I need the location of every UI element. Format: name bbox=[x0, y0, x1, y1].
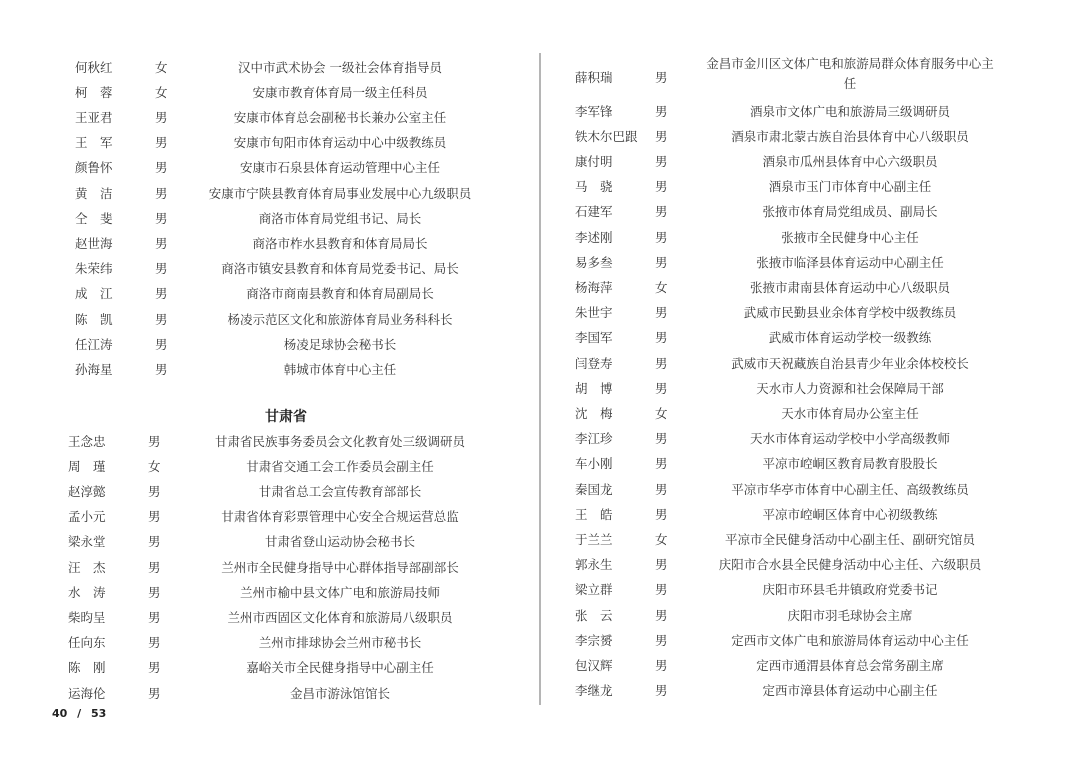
person-name: 王 军 bbox=[75, 135, 113, 151]
person-gender: 男 bbox=[148, 534, 161, 550]
person-name: 秦国龙 bbox=[575, 481, 613, 497]
person-name: 成 江 bbox=[75, 286, 113, 302]
person-gender: 男 bbox=[148, 433, 161, 449]
person-name: 石建军 bbox=[575, 204, 613, 220]
person-gender: 男 bbox=[655, 103, 668, 119]
person-title: 杨凌足球协会秘书长 bbox=[283, 336, 397, 352]
person-gender: 男 bbox=[655, 481, 668, 497]
person-name: 易多叁 bbox=[575, 254, 613, 270]
section-heading-gansu: 甘肃省 bbox=[265, 409, 307, 425]
person-gender: 男 bbox=[655, 557, 668, 573]
person-name: 孟小元 bbox=[68, 509, 106, 525]
person-gender: 男 bbox=[655, 456, 668, 472]
person-name: 李宗赟 bbox=[575, 632, 613, 648]
list-item bbox=[540, 224, 1080, 249]
person-gender: 男 bbox=[655, 607, 668, 623]
page-separator: / bbox=[77, 707, 82, 720]
person-name: 梁立群 bbox=[575, 582, 613, 598]
person-title: 甘肃省交通工会工作委员会副主任 bbox=[246, 458, 434, 474]
person-name: 柴昀呈 bbox=[68, 609, 106, 625]
person-title: 庆阳市合水县全民健身活动中心主任、六级职员 bbox=[718, 557, 982, 573]
list-item bbox=[0, 256, 539, 281]
person-name: 康付明 bbox=[575, 153, 613, 169]
person-gender: 男 bbox=[155, 109, 168, 125]
person-gender: 男 bbox=[148, 509, 161, 525]
person-title: 平凉市华亭市体育中心副主任、高级教练员 bbox=[731, 481, 969, 497]
list-item bbox=[0, 79, 539, 104]
list-item bbox=[0, 680, 539, 705]
person-name: 车小刚 bbox=[575, 456, 613, 472]
person-gender: 女 bbox=[655, 279, 668, 295]
page-current: 40 bbox=[52, 707, 68, 720]
person-name: 于兰兰 bbox=[575, 531, 613, 547]
person-name: 黄 洁 bbox=[75, 185, 113, 201]
list-item bbox=[0, 281, 539, 306]
person-gender: 男 bbox=[655, 330, 668, 346]
person-gender: 男 bbox=[148, 660, 161, 676]
person-name: 包汉辉 bbox=[575, 657, 613, 673]
person-gender: 男 bbox=[148, 685, 161, 701]
person-gender: 男 bbox=[148, 584, 161, 600]
person-title: 张掖市临泽县体育运动中心副主任 bbox=[756, 254, 944, 270]
person-name: 胡 博 bbox=[575, 380, 613, 396]
person-title: 庆阳市羽毛球协会主席 bbox=[787, 607, 913, 623]
list-item bbox=[540, 451, 1080, 476]
person-title: 武威市天祝藏族自治县青少年业余体校校长 bbox=[731, 355, 969, 371]
list-item bbox=[0, 331, 539, 356]
person-title: 平凉市全民健身活动中心副主任、副研究馆员 bbox=[724, 531, 975, 547]
person-gender: 男 bbox=[148, 609, 161, 625]
person-title: 兰州市全民健身指导中心群体指导部副部长 bbox=[221, 559, 459, 575]
person-title: 兰州市西固区文化体育和旅游局八级职员 bbox=[227, 609, 453, 625]
person-title: 甘肃省民族事务委员会文化教育处三级调研员 bbox=[214, 433, 465, 449]
list-item bbox=[540, 602, 1080, 627]
list-item bbox=[0, 230, 539, 255]
person-gender: 男 bbox=[655, 179, 668, 195]
person-title: 商洛市体育局党组书记、局长 bbox=[258, 210, 422, 226]
list-item bbox=[0, 655, 539, 680]
person-gender: 男 bbox=[655, 683, 668, 699]
list-item bbox=[540, 249, 1080, 274]
list-item bbox=[540, 400, 1080, 425]
person-gender: 女 bbox=[155, 59, 168, 75]
list-item bbox=[0, 428, 539, 453]
person-name: 朱世宇 bbox=[575, 305, 613, 321]
person-gender: 男 bbox=[655, 380, 668, 396]
person-gender: 女 bbox=[655, 405, 668, 421]
person-gender: 男 bbox=[655, 153, 668, 169]
person-name: 铁木尔巴跟 bbox=[575, 128, 638, 144]
page-total: 53 bbox=[91, 707, 107, 720]
person-gender: 男 bbox=[655, 70, 668, 85]
list-item bbox=[0, 604, 539, 629]
person-name: 张 云 bbox=[575, 607, 613, 623]
list-item bbox=[540, 123, 1080, 148]
person-title: 定西市文体广电和旅游局体育运动中心主任 bbox=[731, 632, 969, 648]
person-name: 周 瑾 bbox=[68, 458, 106, 474]
person-title: 张掖市全民健身中心主任 bbox=[781, 229, 919, 245]
list-item bbox=[540, 577, 1080, 602]
person-name: 颜鲁怀 bbox=[75, 160, 113, 176]
person-gender: 男 bbox=[155, 135, 168, 151]
person-title: 甘肃省登山运动协会秘书长 bbox=[264, 534, 415, 550]
person-title: 庆阳市环县毛井镇政府党委书记 bbox=[762, 582, 938, 598]
person-name: 赵世海 bbox=[75, 235, 113, 251]
list-item bbox=[540, 300, 1080, 325]
person-title: 安康市宁陕县教育体育局事业发展中心九级职员 bbox=[208, 185, 472, 201]
list-item bbox=[0, 155, 539, 180]
person-title: 金昌市游泳馆馆长 bbox=[289, 685, 390, 701]
person-name: 任江涛 bbox=[75, 336, 113, 352]
person-title: 安康市体育总会副秘书长兼办公室主任 bbox=[233, 109, 447, 125]
person-title: 定西市通渭县体育总会常务副主席 bbox=[756, 657, 944, 673]
list-item bbox=[0, 130, 539, 155]
person-title: 安康市旬阳市体育运动中心中级教练员 bbox=[233, 135, 447, 151]
person-gender: 男 bbox=[655, 582, 668, 598]
person-name: 孙海星 bbox=[75, 361, 113, 377]
person-name: 陈 刚 bbox=[68, 660, 106, 676]
person-title: 天水市体育运动学校中小学高级教师 bbox=[749, 431, 950, 447]
person-gender: 男 bbox=[655, 254, 668, 270]
person-title: 酒泉市玉门市体育中心副主任 bbox=[768, 179, 932, 195]
list-item bbox=[540, 325, 1080, 350]
person-gender: 男 bbox=[155, 261, 168, 277]
list-item bbox=[0, 356, 539, 381]
list-item bbox=[0, 306, 539, 331]
person-name: 陈 凯 bbox=[75, 311, 113, 327]
list-item bbox=[540, 476, 1080, 501]
list-item bbox=[540, 54, 1080, 96]
person-gender: 女 bbox=[155, 84, 168, 100]
person-title: 汉中市武术协会 一级社会体育指导员 bbox=[238, 59, 442, 75]
person-title: 韩城市体育中心主任 bbox=[283, 361, 397, 377]
person-title: 酒泉市肃北蒙古族自治县体育中心八级职员 bbox=[731, 128, 969, 144]
person-title: 武威市体育运动学校一级教练 bbox=[768, 330, 932, 346]
person-title: 兰州市榆中县文体广电和旅游局技师 bbox=[239, 584, 440, 600]
person-name: 沈 梅 bbox=[575, 405, 613, 421]
person-gender: 男 bbox=[155, 235, 168, 251]
person-title: 张掖市体育局党组成员、副局长 bbox=[762, 204, 938, 220]
person-name: 杨海萍 bbox=[575, 279, 613, 295]
person-gender: 男 bbox=[655, 355, 668, 371]
list-item bbox=[0, 54, 539, 79]
person-title: 酒泉市文体广电和旅游局三级调研员 bbox=[749, 103, 950, 119]
person-gender: 男 bbox=[148, 559, 161, 575]
person-name: 李国军 bbox=[575, 330, 613, 346]
person-title: 商洛市商南县教育和体育局副局长 bbox=[246, 286, 434, 302]
person-gender: 男 bbox=[655, 229, 668, 245]
person-title: 平凉市崆峒区教育局教育股股长 bbox=[762, 456, 938, 472]
list-item bbox=[540, 375, 1080, 400]
list-item bbox=[540, 174, 1080, 199]
person-title: 安康市教育体育局一级主任科员 bbox=[252, 84, 428, 100]
person-title: 甘肃省体育彩票管理中心安全合规运营总监 bbox=[221, 509, 459, 525]
person-gender: 男 bbox=[655, 204, 668, 220]
person-gender: 男 bbox=[655, 305, 668, 321]
person-gender: 男 bbox=[155, 361, 168, 377]
person-gender: 男 bbox=[155, 311, 168, 327]
list-item bbox=[540, 678, 1080, 703]
person-name: 王念忠 bbox=[68, 433, 106, 449]
person-gender: 男 bbox=[155, 210, 168, 226]
list-item bbox=[0, 504, 539, 529]
list-item bbox=[540, 274, 1080, 299]
list-item bbox=[540, 526, 1080, 551]
list-item bbox=[540, 98, 1080, 123]
list-item bbox=[0, 104, 539, 129]
list-item bbox=[540, 199, 1080, 224]
person-title: 张掖市肃南县体育运动中心八级职员 bbox=[749, 279, 950, 295]
list-item bbox=[0, 529, 539, 554]
person-title: 天水市体育局办公室主任 bbox=[781, 405, 919, 421]
page-number bbox=[52, 707, 106, 720]
list-item bbox=[0, 579, 539, 604]
list-item bbox=[0, 554, 539, 579]
person-gender: 男 bbox=[155, 160, 168, 176]
person-name: 李述刚 bbox=[575, 229, 613, 245]
person-gender: 女 bbox=[655, 531, 668, 547]
list-item bbox=[540, 552, 1080, 577]
person-title: 安康市石泉县体育运动管理中心主任 bbox=[239, 160, 440, 176]
person-name: 任向东 bbox=[68, 635, 106, 651]
person-name: 李江珍 bbox=[575, 431, 613, 447]
person-title: 武威市民勤县业余体育学校中级教练员 bbox=[743, 305, 957, 321]
list-item bbox=[0, 478, 539, 503]
person-title: 天水市人力资源和社会保障局干部 bbox=[756, 380, 944, 396]
list-item bbox=[540, 501, 1080, 526]
person-title-line2: 任 bbox=[843, 76, 857, 91]
person-name: 赵淳懿 bbox=[68, 483, 106, 499]
list-item bbox=[540, 148, 1080, 173]
person-gender: 男 bbox=[655, 431, 668, 447]
list-item bbox=[540, 426, 1080, 451]
list-item bbox=[0, 180, 539, 205]
person-title: 甘肃省总工会宣传教育部部长 bbox=[258, 483, 422, 499]
person-gender: 男 bbox=[155, 286, 168, 302]
list-item bbox=[0, 630, 539, 655]
list-item bbox=[540, 627, 1080, 652]
person-name: 梁永堂 bbox=[68, 534, 106, 550]
person-title: 商洛市柞水县教育和体育局局长 bbox=[252, 235, 428, 251]
person-name: 王亚君 bbox=[75, 109, 113, 125]
list-item bbox=[0, 453, 539, 478]
person-gender: 男 bbox=[148, 483, 161, 499]
person-name: 汪 杰 bbox=[68, 559, 106, 575]
person-name: 水 涛 bbox=[68, 584, 106, 600]
person-name: 李军锋 bbox=[575, 103, 613, 119]
list-item bbox=[0, 205, 539, 230]
person-gender: 男 bbox=[155, 336, 168, 352]
person-gender: 男 bbox=[655, 657, 668, 673]
person-gender: 男 bbox=[655, 128, 668, 144]
person-name: 郭永生 bbox=[575, 557, 613, 573]
person-name: 闫登寿 bbox=[575, 355, 613, 371]
person-gender: 男 bbox=[148, 635, 161, 651]
list-item bbox=[540, 652, 1080, 677]
list-item bbox=[540, 350, 1080, 375]
person-name: 马 骁 bbox=[575, 179, 613, 195]
person-gender: 男 bbox=[655, 506, 668, 522]
person-gender: 男 bbox=[155, 185, 168, 201]
person-name: 运海伦 bbox=[68, 685, 106, 701]
person-title: 平凉市崆峒区体育中心初级教练 bbox=[762, 506, 938, 522]
person-title: 兰州市排球协会兰州市秘书长 bbox=[258, 635, 422, 651]
person-title-line1: 金昌市金川区文体广电和旅游局群众体育服务中心主 bbox=[706, 56, 994, 71]
person-name: 薛积瑞 bbox=[575, 70, 613, 85]
person-name: 何秋红 bbox=[75, 59, 113, 75]
person-name: 柯 蓉 bbox=[75, 84, 113, 100]
person-title: 商洛市镇安县教育和体育局党委书记、局长 bbox=[221, 261, 459, 277]
person-name: 李继龙 bbox=[575, 683, 613, 699]
person-name: 王 皓 bbox=[575, 506, 613, 522]
person-name: 朱荣纬 bbox=[75, 261, 113, 277]
person-gender: 女 bbox=[148, 458, 161, 474]
person-title: 定西市漳县体育运动中心副主任 bbox=[762, 683, 938, 699]
person-title: 杨凌示范区文化和旅游体育局业务科科长 bbox=[227, 311, 453, 327]
person-gender: 男 bbox=[655, 632, 668, 648]
person-title: 酒泉市瓜州县体育中心六级职员 bbox=[762, 153, 938, 169]
person-name: 仝 斐 bbox=[75, 210, 113, 226]
person-title: 嘉峪关市全民健身指导中心副主任 bbox=[246, 660, 434, 676]
person-title bbox=[690, 54, 1010, 94]
